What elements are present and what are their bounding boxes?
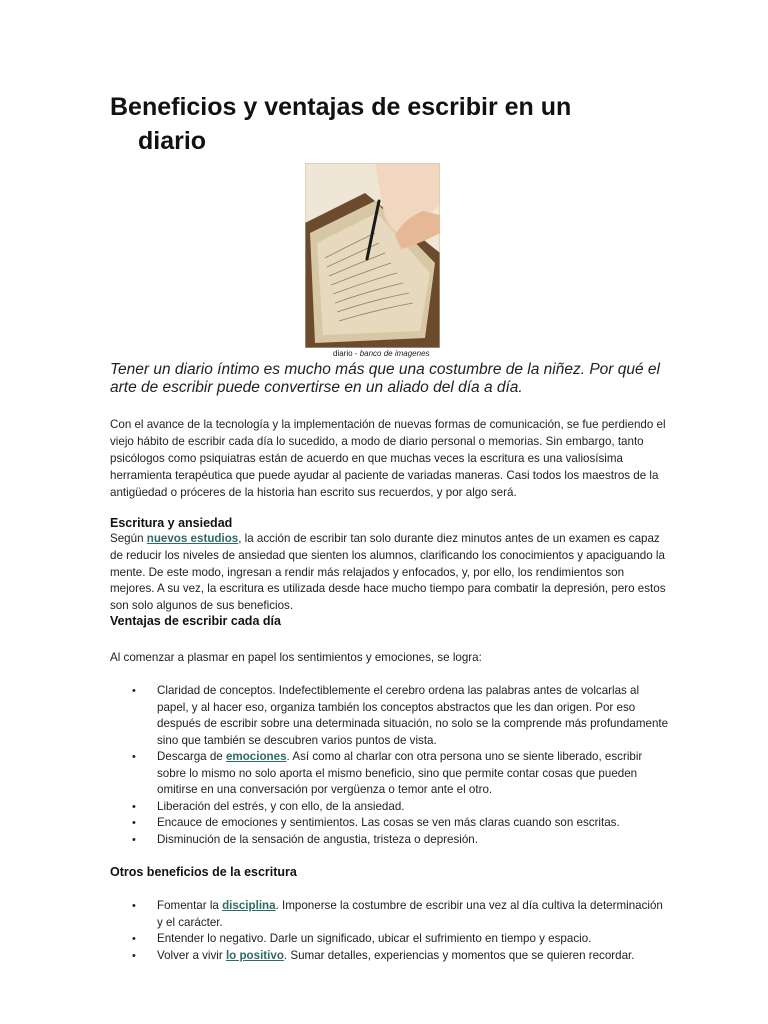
anxiety-paragraph — [110, 531, 670, 615]
lead-paragraph: Tener un diario íntimo es mucho más que una costumbre de la niñez. Por qué el arte de escribir puede convertirse en un aliado del día a día. — [110, 361, 660, 396]
bullet-icon: • — [132, 685, 136, 697]
image-caption-main: diario — [333, 349, 353, 358]
image-caption — [333, 349, 533, 359]
diary-writing-illustration — [305, 163, 440, 348]
bullet-text-start: Descarga de — [157, 750, 226, 763]
bullet-text-rest: . Sumar detalles, experiencias y momentos que se quieren recordar. — [283, 948, 635, 962]
heading-escritura-ansiedad: Escritura y ansiedad — [110, 516, 233, 530]
link-nuevos-estudios[interactable]: nuevos estudios — [146, 532, 239, 545]
bullet-icon: • — [132, 949, 136, 962]
bullet-text: Encauce de emociones y sentimientos. Las cosas se ven más claras cuando son escritas. — [157, 816, 620, 829]
list-item — [110, 683, 670, 749]
list-item — [110, 948, 670, 965]
bullet-icon: • — [132, 800, 136, 813]
link-disciplina[interactable]: disciplina — [222, 899, 276, 912]
list-item — [110, 815, 670, 832]
diary-photo — [305, 163, 440, 348]
link-lo-positivo[interactable]: lo positivo — [225, 948, 284, 962]
title-line-2: diario — [138, 127, 207, 155]
image-caption-source: - banco de imagenes — [352, 349, 430, 358]
anxiety-text-rest: , la acción de escribir tan solo durante diez minutos antes de un examen es capaz de reducir los niveles de ansiedad que sienten los alumnos, clarificando los conocimientos y apaciguando la mente. De este modo, ingresan a rendir más relajados y enfocados, y, por ello, los rendimientos son mejores. A su vez, la escritura es utilizada desde hace mucho tiempo para combatir la depresión, pero estos son solo algunos de sus beneficios. — [110, 532, 666, 613]
bullet-text: Disminución de la sensación de angustia, tristeza o depresión. — [157, 832, 478, 846]
heading-ventajas: Ventajas de escribir cada día — [110, 614, 281, 628]
anxiety-text-start: Según — [110, 532, 147, 545]
list-item — [110, 799, 670, 816]
bullet-text-start: Fomentar la — [157, 899, 223, 912]
list-item — [110, 749, 670, 799]
title-line-1: Beneficios y ventajas de escribir en un — [110, 93, 572, 121]
bullet-icon: • — [132, 817, 136, 829]
bullet-text-start: Volver a vivir — [157, 948, 226, 962]
bullet-text: Liberación del estrés, y con ello, de la ansiedad. — [157, 799, 405, 813]
bullet-icon: • — [132, 833, 136, 846]
bullet-text: Claridad de conceptos. Indefectiblemente el cerebro ordena las palabras antes de volcarlas al papel, y al hacer eso, organiza también los conceptos abstractos que les dan origen. Por eso después de escribir sobre una determinada situación, no solo se la comprende más profundamente sino que también se descubren varios puntos de vista. — [157, 684, 669, 747]
bullet-text-rest: . Imponerse la costumbre de escribir una vez al día cultiva la determinación y el carácter. — [157, 899, 663, 929]
list-item — [110, 898, 670, 931]
intro-paragraph: Con el avance de la tecnología y la implementación de nuevas formas de comunicación, se fue perdiendo el viejo hábito de escribir cada día lo sucedido, a modo de diario personal o memorias. Sin embargo, tanto psicólogos como psiquiatras están de acuerdo en que muchas veces la escritura es una valiosísima herramienta terapéutica que puede ayudar al paciente de variadas maneras. Casi todos los maestros de la antigüedad o próceres de la historia han escrito sus recuerdos, y por algo será. — [110, 418, 666, 499]
ventajas-intro: Al comenzar a plasmar en papel los sentimientos y emociones, se logra: — [110, 651, 482, 664]
page-title — [110, 90, 670, 158]
bullet-text-rest: . Así como al charlar con otra persona uno se siente liberado, escribir sobre lo mismo no solo aporta el mismo beneficio, sino que permite contar cosas que pueden omitirse en una conversación por vergüenza o temor ante el otro. — [157, 750, 643, 796]
heading-otros-beneficios: Otros beneficios de la escritura — [110, 865, 297, 879]
otros-beneficios-list — [110, 898, 670, 964]
link-emociones[interactable]: emociones — [225, 750, 287, 763]
bullet-text: Entender lo negativo. Darle un significado, ubicar el sufrimiento en tiempo y espacio. — [157, 932, 592, 945]
bullet-icon: • — [132, 751, 136, 763]
bullet-icon: • — [132, 900, 136, 912]
bullet-icon: • — [132, 933, 136, 945]
list-item — [110, 832, 670, 849]
list-item — [110, 931, 670, 948]
ventajas-list — [110, 683, 670, 848]
